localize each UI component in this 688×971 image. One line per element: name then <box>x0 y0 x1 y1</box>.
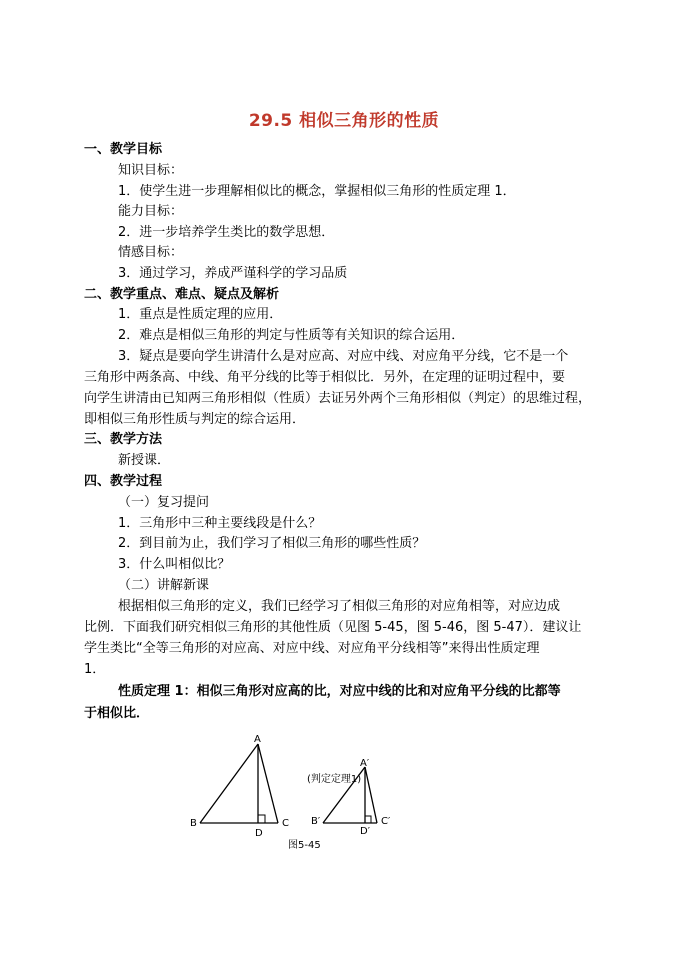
paragraph: 向学生讲清由已知两三角形相似（性质）去证另外两个三角形相似（判定）的思维过程， <box>84 391 592 406</box>
paragraph: 2．到目前为止，我们学习了相似三角形的哪些性质？ <box>118 536 426 551</box>
paragraph: 3．通过学习，养成严谨科学的学习品质 <box>118 266 348 281</box>
paragraph: 新授课． <box>118 453 171 468</box>
triangle-abc <box>200 744 278 823</box>
figure-note: (判定定理1) <box>307 774 362 785</box>
label-d: D <box>255 828 263 839</box>
paragraph: 三角形中两条高、中线、角平分线的比等于相似比．另外，在定理的证明过程中，要 <box>84 370 566 385</box>
paragraph: 能力目标： <box>118 204 184 219</box>
paragraph: 1．重点是性质定理的应用． <box>118 307 283 322</box>
paragraph: 1．三角形中三种主要线段是什么？ <box>118 516 322 531</box>
paragraph: 情感目标： <box>118 245 184 260</box>
edge-ab <box>200 744 258 823</box>
section-heading-1: 一、教学目标 <box>84 142 163 157</box>
paragraph: 3．什么叫相似比？ <box>118 557 231 572</box>
page-title: 29.5 相似三角形的性质 <box>248 111 440 131</box>
label-b2: B′ <box>311 816 321 827</box>
label-a2: A′ <box>360 758 370 769</box>
section-heading-3: 三、教学方法 <box>84 432 163 447</box>
theorem-statement: 于相似比． <box>84 706 150 721</box>
label-c: C <box>282 818 289 829</box>
section-heading-4: 四、教学过程 <box>84 474 163 489</box>
paragraph: 3．疑点是要向学生讲清什么是对应高、对应中线、对应角平分线，它不是一个 <box>118 349 569 364</box>
section-heading-2: 二、教学重点、难点、疑点及解析 <box>84 287 280 302</box>
right-angle-mark <box>365 816 371 823</box>
paragraph: 即相似三角形性质与判定的综合运用． <box>84 412 306 427</box>
paragraph: （一）复习提问 <box>118 495 210 510</box>
paragraph: 2．难点是相似三角形的判定与性质等有关知识的综合运用． <box>118 328 465 343</box>
paragraph: 比例．下面我们研究相似三角形的其他性质（见图 5-45，图 5-46，图 5-47）．建议让 <box>84 620 582 635</box>
paragraph: 1．使学生进一步理解相似比的概念，掌握相似三角形的性质定理 1． <box>118 184 516 199</box>
label-d2: D′ <box>360 826 370 837</box>
label-c2: C′ <box>381 816 391 827</box>
edge-a2c2 <box>365 767 377 823</box>
paragraph: 1． <box>84 662 106 677</box>
label-a: A <box>254 734 261 745</box>
label-b: B <box>190 818 197 829</box>
paragraph: 2．进一步培养学生类比的数学思想． <box>118 225 335 240</box>
theorem-statement: 性质定理 1：相似三角形对应高的比，对应中线的比和对应角平分线的比都等 <box>118 684 561 699</box>
paragraph: 根据相似三角形的定义，我们已经学习了相似三角形的对应角相等，对应边成 <box>118 599 561 614</box>
paragraph: 学生类比“全等三角形的对应高、对应中线、对应角平分线相等”来得出性质定理 <box>84 641 540 656</box>
edge-ac <box>258 744 278 823</box>
paragraph: （二）讲解新课 <box>118 578 210 593</box>
paragraph: 知识目标： <box>118 163 184 178</box>
figure-caption: 图5-45 <box>288 840 321 851</box>
right-angle-mark <box>258 815 265 823</box>
